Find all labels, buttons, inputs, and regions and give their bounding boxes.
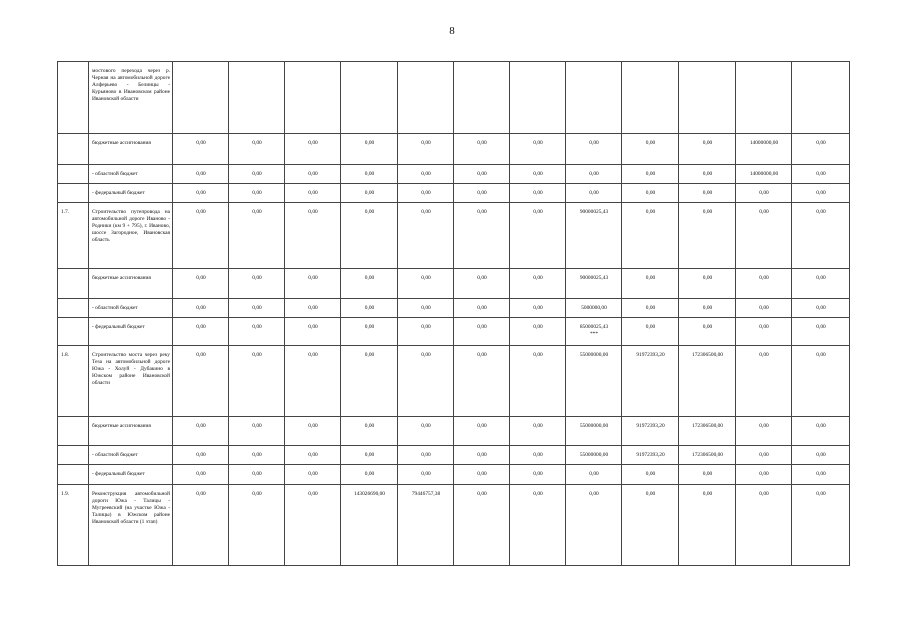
amount-cell: 0,00 bbox=[510, 346, 566, 417]
table-row-budget bbox=[58, 134, 850, 165]
amount-cell: 172306500,00 bbox=[679, 417, 736, 446]
row-index: 1.9. bbox=[58, 485, 89, 566]
amount-cell: 0,00 bbox=[398, 446, 454, 465]
amount-cell: 0,00 bbox=[566, 184, 622, 203]
amount-cell: 0,00 bbox=[229, 134, 285, 165]
amount-cell: 0,00 bbox=[736, 446, 792, 465]
amount-cell: 0,00 bbox=[285, 269, 341, 299]
budget-line-label: - областной бюджет bbox=[89, 446, 173, 465]
amount-cell bbox=[622, 62, 679, 134]
amount-cell: 0,00 bbox=[792, 446, 850, 465]
budget-line-label: - областной бюджет bbox=[89, 299, 173, 318]
row-index bbox=[58, 62, 89, 134]
amount-cell: 0,00 bbox=[792, 184, 850, 203]
amount-cell: 172306500,00 bbox=[679, 346, 736, 417]
table-row-budget bbox=[58, 417, 850, 446]
budget-line-label: бюджетные ассигнования bbox=[89, 269, 173, 299]
amount-cell: 0,00 bbox=[341, 417, 398, 446]
amount-cell bbox=[398, 62, 454, 134]
budget-line-label: бюджетные ассигнования bbox=[89, 417, 173, 446]
amount-cell: 0,00 bbox=[454, 485, 510, 566]
amount-cell: 0,00 bbox=[454, 318, 510, 346]
amount-cell bbox=[566, 318, 622, 346]
amount-cell: 0,00 bbox=[679, 299, 736, 318]
table-row-item bbox=[58, 62, 850, 134]
amount-cell: 0,00 bbox=[736, 318, 792, 346]
amount-cell: 0,00 bbox=[736, 184, 792, 203]
amount-cell: 0,00 bbox=[679, 318, 736, 346]
amount-cell: 0,00 bbox=[398, 299, 454, 318]
row-index bbox=[58, 299, 89, 318]
amount-cell bbox=[566, 62, 622, 134]
amount-cell: 0,00 bbox=[510, 165, 566, 184]
amount-cell: 0,00 bbox=[341, 299, 398, 318]
amount-cell: 0,00 bbox=[454, 299, 510, 318]
table-row-budget bbox=[58, 269, 850, 299]
amount-cell: 0,00 bbox=[679, 465, 736, 485]
amount-cell: 0,00 bbox=[510, 184, 566, 203]
amount-cell: 0,00 bbox=[679, 485, 736, 566]
amount-cell: 0,00 bbox=[341, 318, 398, 346]
table-row-budget bbox=[58, 318, 850, 346]
amount-cell: 0,00 bbox=[792, 134, 850, 165]
amount-cell: 55000000,00 bbox=[566, 446, 622, 465]
amount-cell: 5000000,00 bbox=[566, 299, 622, 318]
amount-cell: 0,00 bbox=[285, 165, 341, 184]
amount-cell: 0,00 bbox=[454, 465, 510, 485]
row-index bbox=[58, 318, 89, 346]
amount-cell: 0,00 bbox=[285, 485, 341, 566]
amount-cell: 0,00 bbox=[454, 446, 510, 465]
row-index: 1.7. bbox=[58, 203, 89, 269]
amount-cell: 0,00 bbox=[341, 165, 398, 184]
amount-cell: 0,00 bbox=[229, 184, 285, 203]
budget-line-label: - федеральный бюджет bbox=[89, 465, 173, 485]
amount-cell: 0,00 bbox=[398, 269, 454, 299]
amount-cell: 0,00 bbox=[285, 346, 341, 417]
amount-cell: 0,00 bbox=[229, 465, 285, 485]
amount-cell: 0,00 bbox=[792, 165, 850, 184]
budget-line-label: бюджетные ассигнования bbox=[89, 134, 173, 165]
table-row-item bbox=[58, 485, 850, 566]
amount-cell: 0,00 bbox=[679, 134, 736, 165]
amount-cell: 0,00 bbox=[510, 465, 566, 485]
amount-cell: 0,00 bbox=[454, 134, 510, 165]
amount-cell: 0,00 bbox=[510, 134, 566, 165]
amount-cell: 0,00 bbox=[510, 417, 566, 446]
table-row-budget bbox=[58, 165, 850, 184]
amount-cell: 0,00 bbox=[510, 318, 566, 346]
amount-cell: 0,00 bbox=[173, 446, 229, 465]
amount-cell: 143026690,00 bbox=[341, 485, 398, 566]
amount-cell: 0,00 bbox=[173, 203, 229, 269]
item-description: Реконструкция автомобильной дороги Южа - Талицы - Мугреевский (на участке Южа - Талицы) в Южском районе Ивановской области (1 этап) bbox=[89, 485, 173, 566]
row-index bbox=[58, 134, 89, 165]
amount-cell: 0,00 bbox=[398, 346, 454, 417]
amount-cell: 0,00 bbox=[454, 165, 510, 184]
amount-cell: 0,00 bbox=[566, 465, 622, 485]
amount-cell: 0,00 bbox=[285, 318, 341, 346]
amount-cell: 0,00 bbox=[398, 318, 454, 346]
table-row-budget bbox=[58, 465, 850, 485]
amount-cell bbox=[173, 62, 229, 134]
amount-cell: 0,00 bbox=[229, 346, 285, 417]
amount-cell: 0,00 bbox=[736, 465, 792, 485]
amount-cell: 0,00 bbox=[679, 203, 736, 269]
amount-cell: 0,00 bbox=[622, 485, 679, 566]
amount-cell: 55000000,00 bbox=[566, 417, 622, 446]
amount-cell: 0,00 bbox=[398, 134, 454, 165]
row-index bbox=[58, 417, 89, 446]
amount-cell: 0,00 bbox=[398, 184, 454, 203]
amount-cell: 0,00 bbox=[285, 184, 341, 203]
amount-cell: 0,00 bbox=[792, 465, 850, 485]
table-row-item bbox=[58, 346, 850, 417]
amount-cell: 0,00 bbox=[736, 417, 792, 446]
amount-cell: 0,00 bbox=[173, 165, 229, 184]
amount-cell: 0,00 bbox=[341, 184, 398, 203]
amount-cell: 0,00 bbox=[229, 165, 285, 184]
amount-cell: 0,00 bbox=[510, 269, 566, 299]
amount-cell: 55000000,00 bbox=[566, 346, 622, 417]
budget-table bbox=[57, 61, 850, 566]
amount-cell: 0,00 bbox=[792, 318, 850, 346]
amount-cell: 0,00 bbox=[229, 299, 285, 318]
amount-cell: 0,00 bbox=[454, 184, 510, 203]
amount-cell: 0,00 bbox=[454, 203, 510, 269]
amount-cell: 0,00 bbox=[285, 134, 341, 165]
amount-cell: 91972393,20 bbox=[622, 417, 679, 446]
amount-cell: 14000000,00 bbox=[736, 134, 792, 165]
amount-cell: 0,00 bbox=[173, 299, 229, 318]
amount-cell: 0,00 bbox=[173, 184, 229, 203]
amount-cell bbox=[229, 62, 285, 134]
amount-cell: 0,00 bbox=[566, 485, 622, 566]
amount-cell: 0,00 bbox=[792, 299, 850, 318]
amount-cell: 0,00 bbox=[229, 485, 285, 566]
amount-cell: 0,00 bbox=[792, 269, 850, 299]
amount-cell: 0,00 bbox=[736, 346, 792, 417]
amount-cell: 0,00 bbox=[229, 446, 285, 465]
table-row-budget bbox=[58, 299, 850, 318]
amount-cell: 0,00 bbox=[398, 465, 454, 485]
budget-line-label: - федеральный бюджет bbox=[89, 318, 173, 346]
amount-cell: 0,00 bbox=[341, 446, 398, 465]
amount-cell: 0,00 bbox=[792, 346, 850, 417]
amount-cell: 0,00 bbox=[792, 485, 850, 566]
amount-cell: 0,00 bbox=[341, 269, 398, 299]
amount-cell: 0,00 bbox=[285, 203, 341, 269]
amount-cell: 0,00 bbox=[454, 417, 510, 446]
amount-cell: 0,00 bbox=[285, 417, 341, 446]
amount-cell: 0,00 bbox=[510, 203, 566, 269]
amount-cell: 0,00 bbox=[510, 299, 566, 318]
amount-cell: 90000025,43 bbox=[566, 269, 622, 299]
amount-cell bbox=[341, 62, 398, 134]
item-description: Строительство моста через реку Теза на автомобильной дороге Южа - Холуй - Дубакино в Южском районе Ивановской области bbox=[89, 346, 173, 417]
amount-cell bbox=[454, 62, 510, 134]
amount-cell: 0,00 bbox=[229, 203, 285, 269]
amount-cell: 0,00 bbox=[566, 165, 622, 184]
amount-cell: 0,00 bbox=[173, 485, 229, 566]
amount-cell: 0,00 bbox=[173, 346, 229, 417]
row-index bbox=[58, 269, 89, 299]
budget-line-label: - областной бюджет bbox=[89, 165, 173, 184]
amount-cell: 0,00 bbox=[622, 165, 679, 184]
amount-cell: 0,00 bbox=[229, 269, 285, 299]
amount-cell: 0,00 bbox=[622, 203, 679, 269]
amount-cell: 0,00 bbox=[679, 184, 736, 203]
amount-cell: 0,00 bbox=[622, 465, 679, 485]
amount-cell: 91972393,20 bbox=[622, 346, 679, 417]
amount-cell: 0,00 bbox=[229, 417, 285, 446]
row-index bbox=[58, 184, 89, 203]
amount-cell: 0,00 bbox=[622, 299, 679, 318]
footnote-mark: *** bbox=[589, 331, 599, 338]
row-index bbox=[58, 465, 89, 485]
amount-cell: 0,00 bbox=[341, 346, 398, 417]
amount-cell: 0,00 bbox=[622, 184, 679, 203]
amount-cell: 0,00 bbox=[792, 417, 850, 446]
amount-cell: 0,00 bbox=[454, 346, 510, 417]
amount-cell: 14000000,00 bbox=[736, 165, 792, 184]
amount-cell: 0,00 bbox=[398, 203, 454, 269]
amount-cell: 0,00 bbox=[173, 269, 229, 299]
amount-cell: 79446757,38 bbox=[398, 485, 454, 566]
amount-cell: 0,00 bbox=[622, 134, 679, 165]
amount-cell bbox=[679, 62, 736, 134]
budget-line-label: - федеральный бюджет bbox=[89, 184, 173, 203]
row-index bbox=[58, 446, 89, 465]
amount-cell: 0,00 bbox=[622, 318, 679, 346]
amount-cell: 0,00 bbox=[285, 446, 341, 465]
row-index bbox=[58, 165, 89, 184]
amount-cell: 0,00 bbox=[398, 165, 454, 184]
amount-cell: 0,00 bbox=[341, 203, 398, 269]
item-description: Строительство путепровода на автомобильной дороге Иваново - Родники (км 9 + 795), г. Иваново, шоссе Загородное, Ивановская область bbox=[89, 203, 173, 269]
row-index: 1.8. bbox=[58, 346, 89, 417]
amount-cell: 0,00 bbox=[285, 465, 341, 485]
amount-cell: 0,00 bbox=[510, 485, 566, 566]
amount-cell: 0,00 bbox=[229, 318, 285, 346]
amount-cell: 0,00 bbox=[736, 299, 792, 318]
amount-cell: 0,00 bbox=[285, 299, 341, 318]
amount-cell bbox=[510, 62, 566, 134]
amount-cell: 91972393,20 bbox=[622, 446, 679, 465]
amount-cell: 0,00 bbox=[679, 165, 736, 184]
amount-cell: 90000025,43 bbox=[566, 203, 622, 269]
amount-cell: 0,00 bbox=[173, 417, 229, 446]
amount-cell: 0,00 bbox=[341, 465, 398, 485]
amount-cell: 0,00 bbox=[173, 134, 229, 165]
amount-cell: 0,00 bbox=[566, 134, 622, 165]
amount-cell bbox=[792, 62, 850, 134]
amount-cell: 0,00 bbox=[398, 417, 454, 446]
amount-cell: 0,00 bbox=[792, 203, 850, 269]
amount-cell: 0,00 bbox=[736, 269, 792, 299]
amount-cell: 0,00 bbox=[510, 446, 566, 465]
amount-cell bbox=[285, 62, 341, 134]
amount-cell: 0,00 bbox=[736, 485, 792, 566]
table-row-budget bbox=[58, 184, 850, 203]
table-row-budget bbox=[58, 446, 850, 465]
amount-value: 85000025,43 bbox=[579, 324, 609, 330]
amount-cell: 0,00 bbox=[173, 318, 229, 346]
amount-cell: 0,00 bbox=[679, 269, 736, 299]
amount-cell: 0,00 bbox=[736, 203, 792, 269]
amount-cell: 172306500,00 bbox=[679, 446, 736, 465]
amount-cell: 0,00 bbox=[454, 269, 510, 299]
item-description: мостового перехода через р. Черная на автомобильной дороге Алферьево - Белинцы - Курьяново в Ивановском районе Ивановской области bbox=[89, 62, 173, 134]
amount-cell: 0,00 bbox=[622, 269, 679, 299]
table-row-item bbox=[58, 203, 850, 269]
amount-cell bbox=[736, 62, 792, 134]
amount-cell: 0,00 bbox=[173, 465, 229, 485]
amount-cell: 0,00 bbox=[341, 134, 398, 165]
page-number: 8 bbox=[449, 25, 455, 37]
